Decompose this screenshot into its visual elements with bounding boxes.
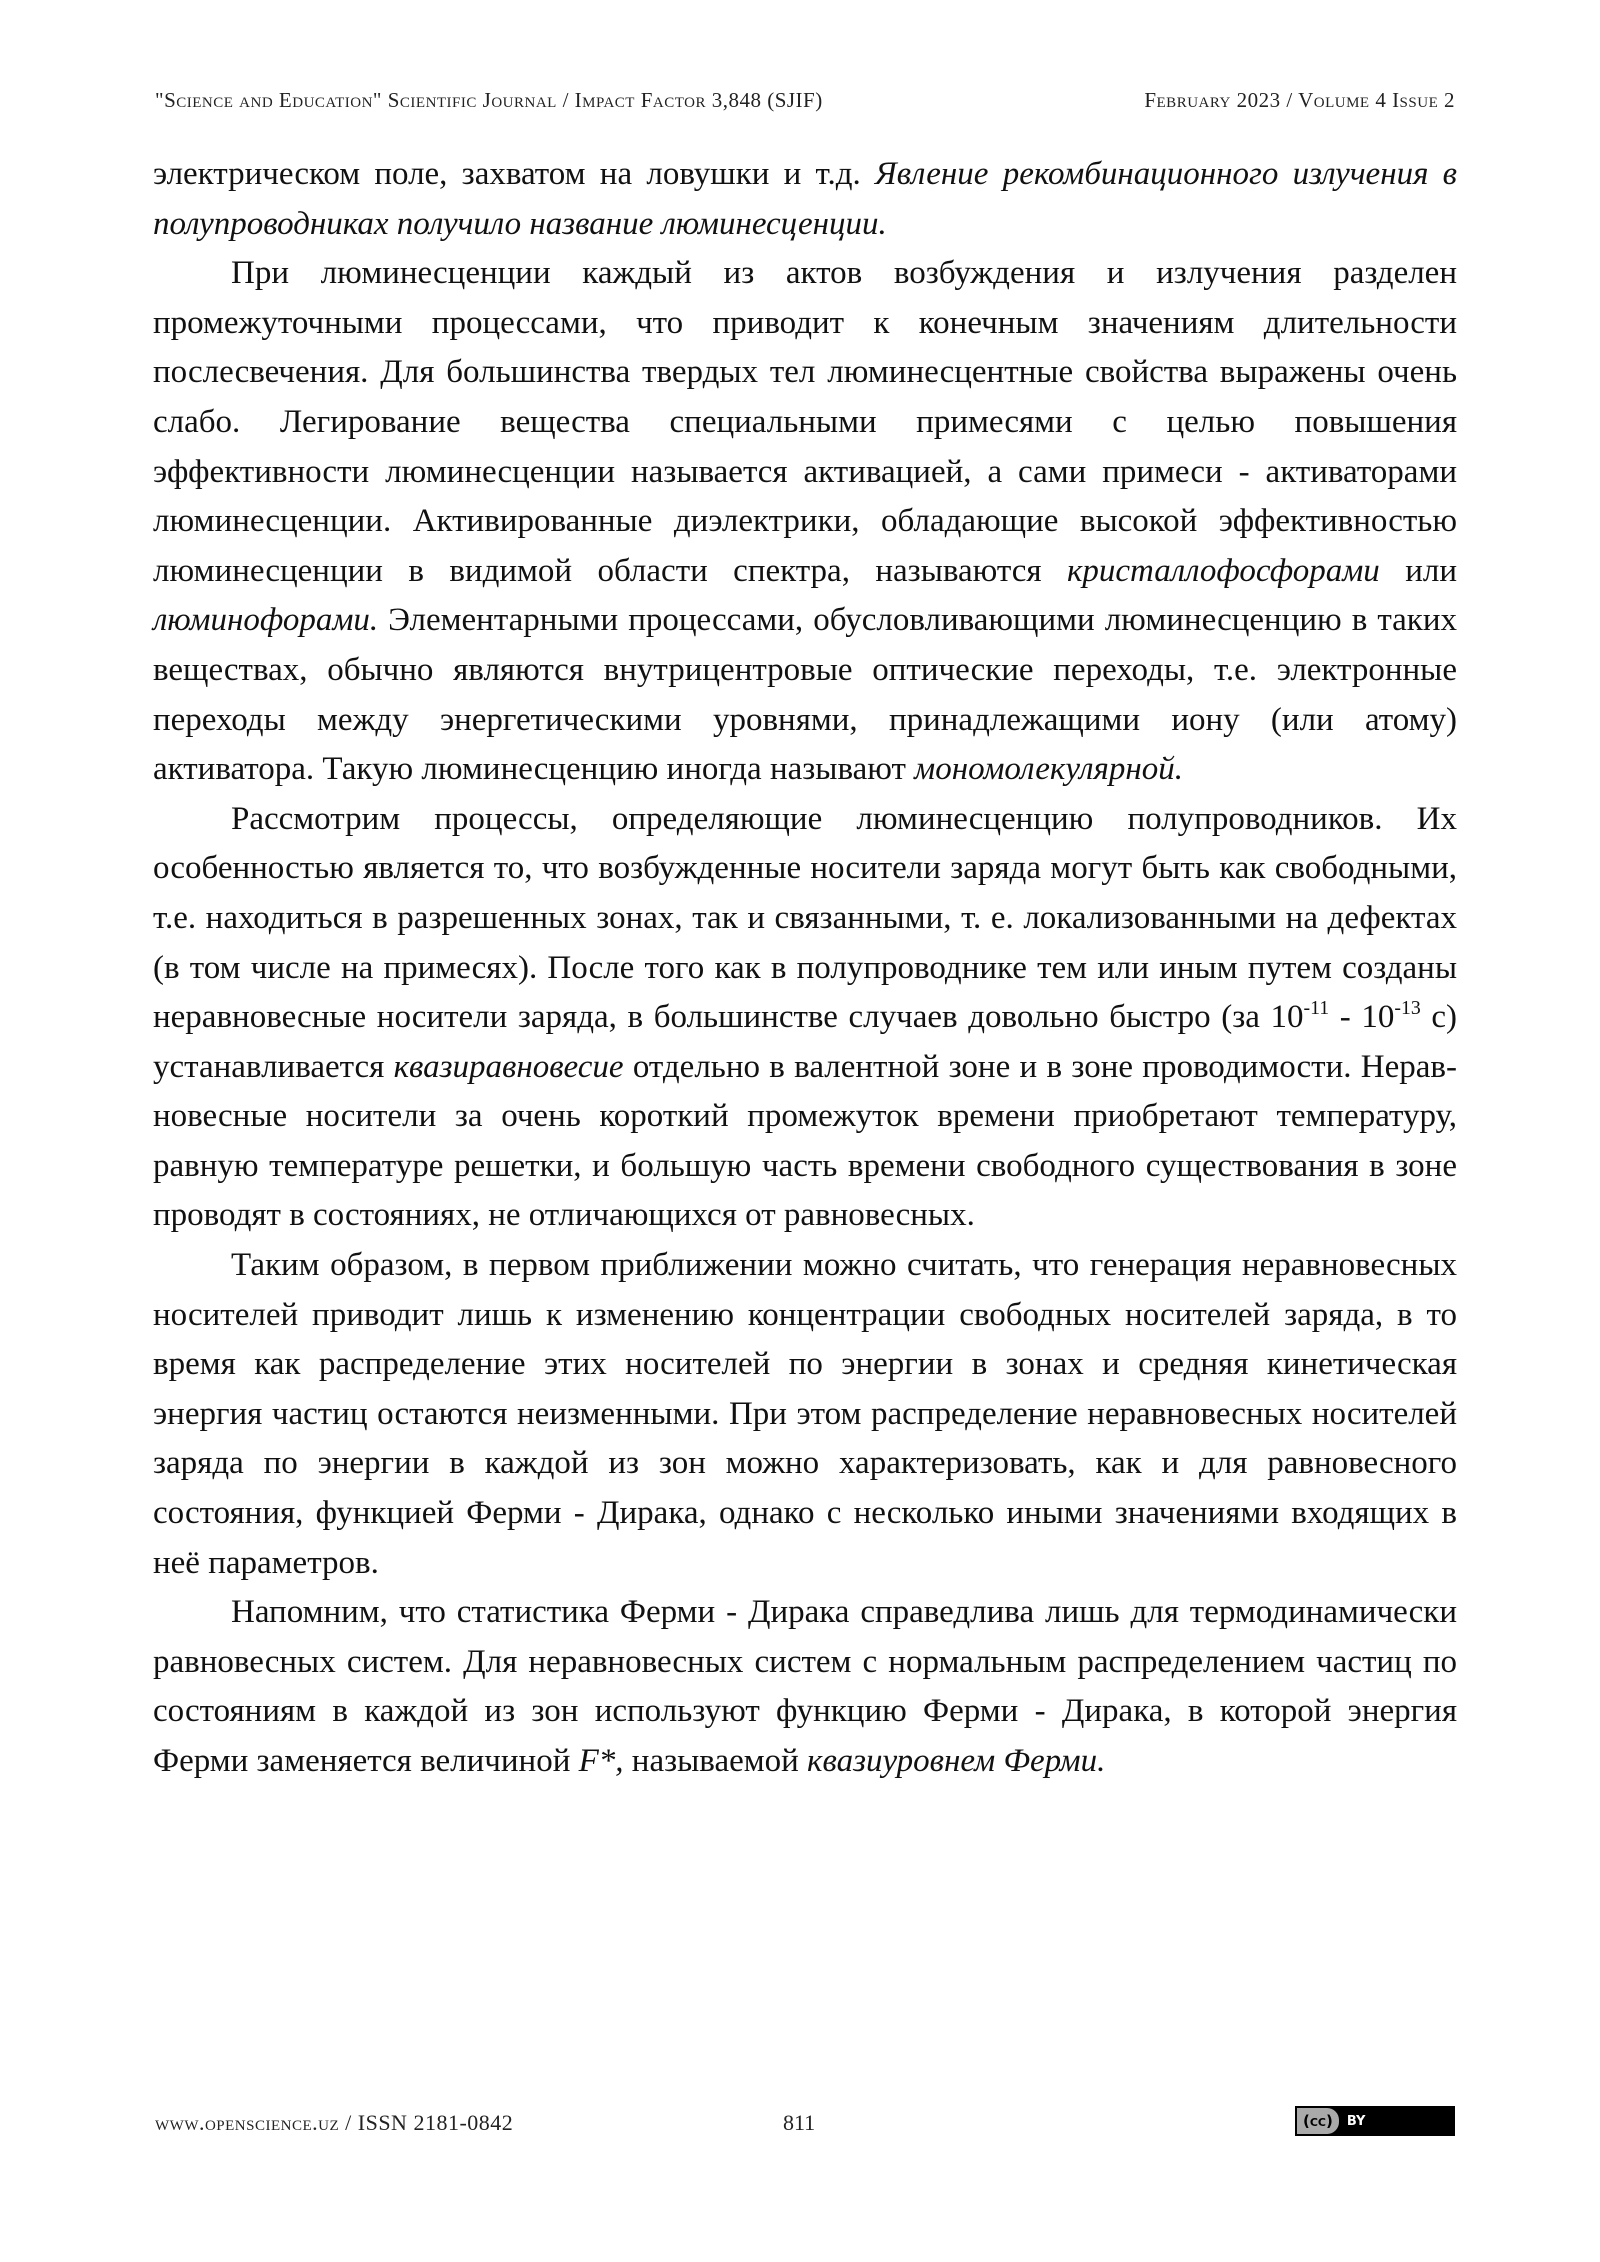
text-run: называемой [623,1743,808,1779]
footer-site: www.openscience.uz / ISSN 2181-0842 [155,2110,514,2135]
paragraph-2 [153,249,1457,795]
italic-run: квазиравновесие [393,1048,624,1085]
cc-license-badge [1295,2106,1455,2136]
text-run: Рассмотрим процессы, определяющие люминесценцию полупроводников. Их особенностью является то, что возбужденные носители заряда могут быть как свободными, т.е. находиться в разрешенных зонах, так и связанными, т. е. локализованными на дефектах (в том числе на примесях). После того как в полупроводнике тем или иным путем созданы неравновесные носители заряда, в большинстве случаев довольно быстро (за 10 [153,800,1457,1036]
journal-header: "Science and Education" Scientific Journal / Impact Factor 3,848 (SJIF) [155,88,823,112]
paragraph-4: Таким образом, в первом приближении можно считать, что генерация неравновесных носителей приводит лишь к изменению концентрации свободных носителей заряда, в то время как распределение этих носителей по энергии в зонах и средняя кинетическая энергия частиц остаются неизменными. При этом распределение неравновесных носителей заряда по энергии в каждой из зон можно характеризовать, как и для равновесного состояния, функцией Ферми - Дирака, однако с несколько иными значениями входящих в неё параметров. [153,1247,1457,1581]
cc-icon: (cc) [1297,2108,1339,2134]
paragraph-5 [153,1588,1457,1786]
paragraph-1 [153,150,1457,249]
article-body [153,150,1457,1787]
text-run: При люминесценции каждый из актов возбуждения и излучения разделен промежуточными процессами, что приводит к конечным значениям длительности послесвечения. Для большинства твердых тел люминесцентные свойства выражены очень слабо. Легирование вещества специальными примесями с целью повышения эффективности люминесценции называется активацией, а сами примеси - активаторами люминесценции. Активированные диэлектрики, обладающие высокой эффективностью люминесценции в видимой области спектра, называются [153,255,1457,589]
italic-run: Явление рекомбинационного излучения в полупроводниках получило название люминесценции. [153,156,1457,242]
italic-run: кристаллофосфорами [1066,552,1380,589]
text-run: Элементарными процессами, обусловливающими люминесценцию в таких веществах, обычно являются внутрицентровые оптические переходы, т.е. электронные переходы между энергетическими уровнями, принадлежащими иону (или атому) активатора. Такую люминесценцию иногда называют [153,602,1457,788]
page-footer [155,2110,1455,2140]
italic-run: мономолекулярной. [914,751,1183,788]
italic-run: F*, [578,1743,624,1779]
text-run: - 10 [1329,999,1395,1036]
text-run: или [1379,552,1458,589]
italic-run: квазиуровнем Ферми. [807,1743,1106,1779]
text-run: Напомним, что статистика Ферми - Дирака справедлива лишь для термодинамически равновесных систем. Для неравновесных систем с нормальным распределением частиц по состояниям в каждой из зон используют функцию Ферми - Дирака, в которой энергия Ферми заменяется величиной [153,1594,1457,1779]
paragraph-3 [153,795,1457,1241]
page-number: 811 [783,2110,816,2135]
page-header [155,88,1455,113]
text-run: отдельно в валентной зоне и в зоне проводимости. Неравновесные носители за очень короткий промежуток времени приобретают температуру, равную температуре решетки, и большую часть времени свободного существования в зоне проводят в состояниях, не отличающихся от равновесных. [153,1048,1457,1234]
text-run: с) устанавливается [153,999,1457,1085]
text-run: электрическом поле, захватом на ловушки и т.д. [153,156,876,192]
exponent: -11 [1303,997,1330,1020]
issue-header: February 2023 / Volume 4 Issue 2 [1144,88,1455,112]
exponent: -13 [1394,997,1421,1020]
italic-run: люминофорами. [153,602,379,639]
by-label: BY [1346,2113,1366,2129]
